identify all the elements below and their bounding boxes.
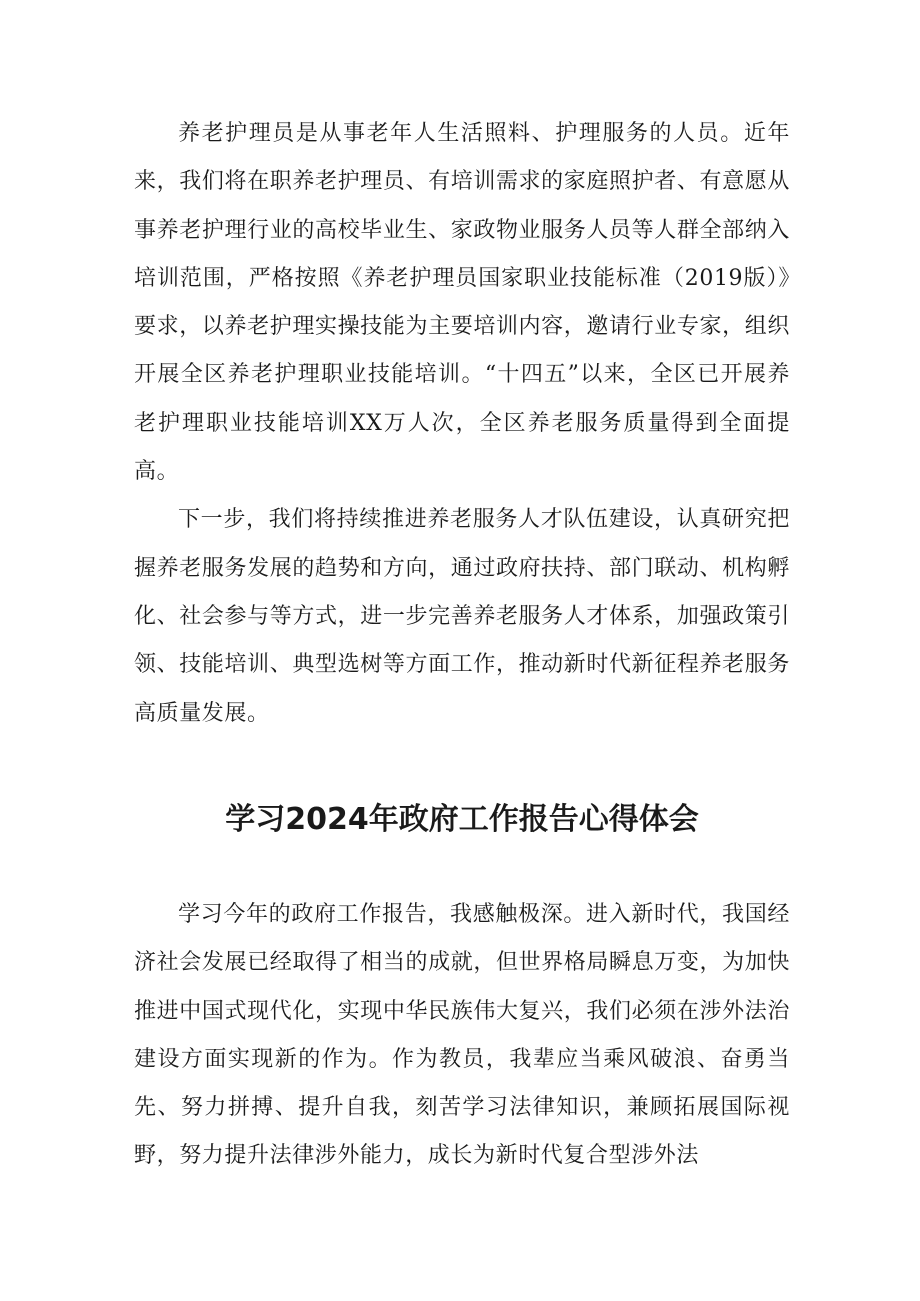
document-body (134, 110, 790, 738)
section-title: 学习2024年政府工作报告心得体会 (225, 802, 699, 837)
document-body-part2 (134, 891, 790, 1181)
paragraph-next-steps: 下一步，我们将持续推进养老服务人才队伍建设，认真研究把握养老服务发展的趋势和方向，通过政府扶持、部门联动、机构孵化、社会参与等方式，进一步完善养老服务人才体系，加强政策引领、技能培训、典型选树等方面工作，推动新时代新征程养老服务高质量发展。 (134, 507, 790, 726)
paragraph-report-reflection: 学习今年的政府工作报告，我感触极深。进入新时代，我国经济社会发展已经取得了相当的成就，但世界格局瞬息万变，为加快推进中国式现代化，实现中华民族伟大复兴，我们必须在涉外法治建设方面实现新的作为。作为教员，我辈应当乘风破浪、奋勇当先、努力拼搏、提升自我，刻苦学习法律知识，兼顾拓展国际视野，努力提升法律涉外能力，成长为新时代复合型涉外法 (134, 902, 790, 1169)
paragraph-elderly-care-training: 养老护理员是从事老年人生活照料、护理服务的人员。近年来，我们将在职养老护理员、有培训需求的家庭照护者、有意愿从事养老护理行业的高校毕业生、家政物业服务人员等人群全部纳入培训范围，严格按照《养老护理员国家职业技能标准（2019版）》要求，以养老护理实操技能为主要培训内容，邀请行业专家，组织开展全区养老护理职业技能培训。“十四五”以来，全区已开展养老护理职业技能培训XX万人次，全区养老服务质量得到全面提高。 (134, 121, 790, 485)
